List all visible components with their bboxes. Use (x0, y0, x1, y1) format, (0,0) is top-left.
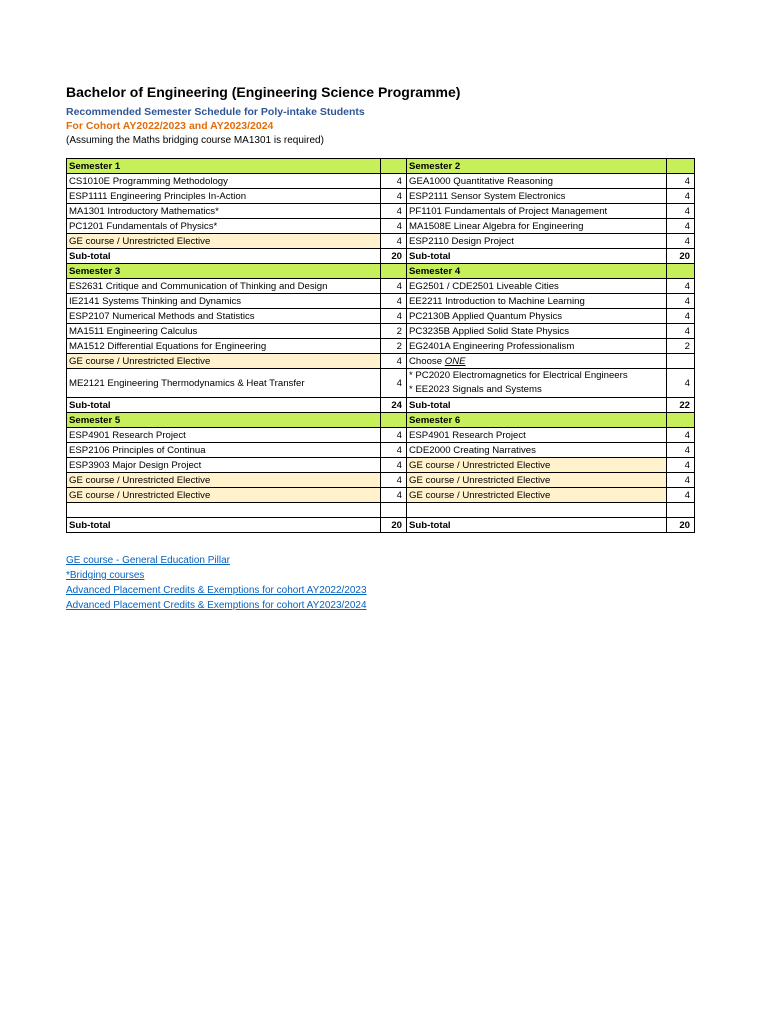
document (66, 84, 694, 613)
subtotal-label: Sub-total (407, 398, 667, 413)
elective-choice: * PC2020 Electromagnetics for Electrical Engineers (409, 370, 628, 381)
course-credits: 4 (381, 428, 407, 443)
course-credits: 4 (667, 234, 695, 249)
course-name: GE course / Unrestricted Elective (67, 488, 381, 503)
course-name: ESP4901 Research Project (67, 428, 381, 443)
course-credits: 4 (381, 369, 407, 398)
table-row (67, 189, 695, 204)
advanced-placement-2023-link[interactable]: Advanced Placement Credits & Exemptions for cohort AY2023/2024 (66, 600, 367, 611)
table-row (67, 443, 695, 458)
course-credits: 4 (667, 369, 695, 398)
course-credits: 4 (667, 294, 695, 309)
course-name: CDE2000 Creating Narratives (407, 443, 667, 458)
semester-1-header: Semester 1 (67, 159, 381, 174)
course-name: EG2501 / CDE2501 Liveable Cities (407, 279, 667, 294)
course-name: ESP1111 Engineering Principles In-Action (67, 189, 381, 204)
subtotal-value: 20 (667, 249, 695, 264)
course-credits: 4 (381, 458, 407, 473)
table-row (67, 204, 695, 219)
semester-header-row (67, 159, 695, 174)
semester-3-header: Semester 3 (67, 264, 381, 279)
course-name: ME2121 Engineering Thermodynamics & Heat Transfer (67, 369, 381, 398)
course-credits: 4 (667, 309, 695, 324)
course-credits: 4 (381, 488, 407, 503)
table-row (67, 428, 695, 443)
course-name: EE2211 Introduction to Machine Learning (407, 294, 667, 309)
subtotal-label: Sub-total (407, 518, 667, 533)
subtotal-value: 22 (667, 398, 695, 413)
course-name: ESP4901 Research Project (407, 428, 667, 443)
course-name: PC3235B Applied Solid State Physics (407, 324, 667, 339)
course-name: ESP3903 Major Design Project (67, 458, 381, 473)
course-credits: 4 (381, 189, 407, 204)
course-credits: 4 (667, 279, 695, 294)
subtotal-label: Sub-total (67, 398, 381, 413)
table-row (67, 234, 695, 249)
empty-row (67, 503, 695, 518)
course-credits: 4 (667, 488, 695, 503)
table-row (67, 458, 695, 473)
assumption-note: (Assuming the Maths bridging course MA1301 is required) (66, 135, 324, 146)
semester-schedule-table (66, 158, 695, 533)
course-credits: 4 (667, 219, 695, 234)
table-row (67, 309, 695, 324)
table-row (67, 279, 695, 294)
semester-header-row (67, 413, 695, 428)
course-credits: 4 (667, 428, 695, 443)
course-name: GE course / Unrestricted Elective (67, 473, 381, 488)
subtotal-value: 24 (381, 398, 407, 413)
semester-2-header: Semester 2 (407, 159, 667, 174)
course-name: ESP2106 Principles of Continua (67, 443, 381, 458)
course-credits: 4 (381, 473, 407, 488)
table-row (67, 488, 695, 503)
table-row (67, 339, 695, 354)
subtotal-label: Sub-total (67, 518, 381, 533)
course-credits: 2 (381, 324, 407, 339)
course-credits: 4 (381, 443, 407, 458)
table-row (67, 174, 695, 189)
course-credits: 4 (381, 279, 407, 294)
course-name: GE course / Unrestricted Elective (407, 473, 667, 488)
course-credits: 4 (381, 174, 407, 189)
table-row (67, 354, 695, 369)
subtotal-row (67, 518, 695, 533)
subtotal-value: 20 (667, 518, 695, 533)
semester-6-header: Semester 6 (407, 413, 667, 428)
elective-choice: * EE2023 Signals and Systems (409, 384, 542, 395)
subtotal-value: 20 (381, 518, 407, 533)
subtotal-row (67, 398, 695, 413)
course-name: PC1201 Fundamentals of Physics* (67, 219, 381, 234)
course-name: PC2130B Applied Quantum Physics (407, 309, 667, 324)
table-row (67, 324, 695, 339)
page-title: Bachelor of Engineering (Engineering Science Programme) (66, 84, 461, 100)
course-credits: 4 (667, 473, 695, 488)
course-name: GE course / Unrestricted Elective (67, 354, 381, 369)
choose-one-label: Choose ONE (407, 354, 667, 369)
course-credits: 4 (667, 189, 695, 204)
subtotal-row (67, 249, 695, 264)
course-name: IE2141 Systems Thinking and Dynamics (67, 294, 381, 309)
subtotal-value: 20 (381, 249, 407, 264)
choose-one-emphasis: ONE (444, 355, 466, 367)
course-name: MA1508E Linear Algebra for Engineering (407, 219, 667, 234)
advanced-placement-2022-link[interactable]: Advanced Placement Credits & Exemptions for cohort AY2022/2023 (66, 585, 367, 596)
ge-pillar-link[interactable]: GE course - General Education Pillar (66, 555, 230, 566)
course-credits: 4 (667, 174, 695, 189)
course-name: MA1512 Differential Equations for Engineering (67, 339, 381, 354)
course-credits: 4 (381, 204, 407, 219)
semester-5-header: Semester 5 (67, 413, 381, 428)
course-credits: 4 (381, 294, 407, 309)
course-name: GE course / Unrestricted Elective (67, 234, 381, 249)
course-credits: 4 (381, 309, 407, 324)
table-row (67, 219, 695, 234)
table-row (67, 369, 695, 398)
course-credits: 4 (667, 458, 695, 473)
table-row (67, 294, 695, 309)
reference-links (66, 553, 694, 613)
course-name: ESP2111 Sensor System Electronics (407, 189, 667, 204)
cohort-label: For Cohort AY2022/2023 and AY2023/2024 (66, 120, 274, 132)
course-name: MA1301 Introductory Mathematics* (67, 204, 381, 219)
course-name: ESP2110 Design Project (407, 234, 667, 249)
course-credits: 4 (667, 443, 695, 458)
bridging-courses-link[interactable]: *Bridging courses (66, 570, 145, 581)
semester-4-header: Semester 4 (407, 264, 667, 279)
course-credits: 4 (381, 219, 407, 234)
course-name: ESP2107 Numerical Methods and Statistics (67, 309, 381, 324)
semester-header-row (67, 264, 695, 279)
course-credits: 4 (667, 204, 695, 219)
course-name: GE course / Unrestricted Elective (407, 458, 667, 473)
course-name: GEA1000 Quantitative Reasoning (407, 174, 667, 189)
course-name: MA1511 Engineering Calculus (67, 324, 381, 339)
course-credits: 2 (667, 339, 695, 354)
course-credits: 4 (667, 324, 695, 339)
schedule-subtitle: Recommended Semester Schedule for Poly-intake Students (66, 106, 365, 118)
course-name: PF1101 Fundamentals of Project Management (407, 204, 667, 219)
subtotal-label: Sub-total (67, 249, 381, 264)
course-credits: 2 (381, 339, 407, 354)
subtotal-label: Sub-total (407, 249, 667, 264)
course-name: ES2631 Critique and Communication of Thinking and Design (67, 279, 381, 294)
course-name: CS1010E Programming Methodology (67, 174, 381, 189)
course-credits: 4 (381, 354, 407, 369)
table-row (67, 473, 695, 488)
course-credits: 4 (381, 234, 407, 249)
course-name: GE course / Unrestricted Elective (407, 488, 667, 503)
course-name: EG2401A Engineering Professionalism (407, 339, 667, 354)
elective-choices (407, 369, 667, 398)
